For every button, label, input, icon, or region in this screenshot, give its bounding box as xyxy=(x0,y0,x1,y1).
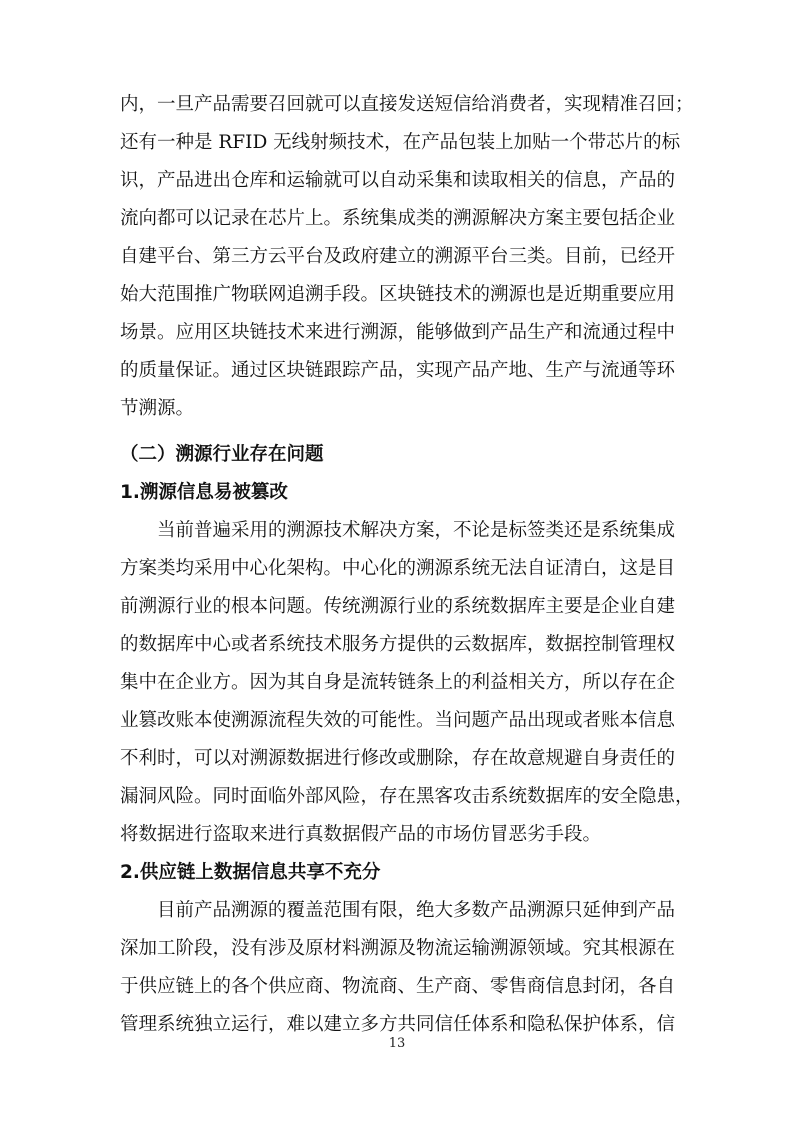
document-page xyxy=(120,86,694,1044)
text-line: 方案类均采用中心化架构。中心化的溯源系统无法自证清白，这是目 xyxy=(120,558,676,579)
text-line: 管理系统独立运行，难以建立多方共同信任体系和隐私保护体系，信 xyxy=(120,1014,676,1035)
text-line: 识，产品进出仓库和运输就可以自动采集和读取相关的信息，产品的 xyxy=(120,170,676,191)
text-line: 自建平台、第三方云平台及政府建立的溯源平台三类。目前，已经开 xyxy=(120,246,676,267)
text-line: 始大范围推广物联网追溯手段。区块链技术的溯源也是近期重要应用 xyxy=(120,284,676,305)
text-line: 将数据进行盗取来进行真数据假产品的市场仿冒恶劣手段。 xyxy=(120,824,602,845)
text-line: 还有一种是 RFID 无线射频技术，在产品包装上加贴一个带芯片的标 xyxy=(120,132,681,153)
text-line: 业篡改账本使溯源流程失效的可能性。当问题产品出现或者账本信息 xyxy=(120,710,676,731)
subsection-heading: 2.供应链上数据信息共享不充分 xyxy=(120,862,381,883)
text-line: 目前产品溯源的覆盖范围有限，绝大多数产品溯源只延伸到产品 xyxy=(157,900,676,921)
text-line: 于供应链上的各个供应商、物流商、生产商、零售商信息封闭，各自 xyxy=(120,976,676,997)
text-line: 节溯源。 xyxy=(120,398,195,419)
text-line: 场景。应用区块链技术来进行溯源，能够做到产品生产和流通过程中 xyxy=(120,322,676,343)
text-line: 当前普遍采用的溯源技术解决方案，不论是标签类还是系统集成 xyxy=(157,520,676,541)
text-line: 不利时，可以对溯源数据进行修改或删除，存在故意规避自身责任的 xyxy=(120,748,676,769)
text-line: 的数据库中心或者系统技术服务方提供的云数据库，数据控制管理权 xyxy=(120,634,676,655)
text-line: 集中在企业方。因为其自身是流转链条上的利益相关方，所以存在企 xyxy=(120,672,676,693)
text-line: 的质量保证。通过区块链跟踪产品，实现产品产地、生产与流通等环 xyxy=(120,360,676,381)
subsection-heading: 1.溯源信息易被篡改 xyxy=(120,482,288,503)
text-line: 深加工阶段，没有涉及原材料溯源及物流运输溯源领域。究其根源在 xyxy=(120,938,676,959)
subsection-1 xyxy=(120,474,694,854)
section-heading: （二）溯源行业存在问题 xyxy=(120,444,324,465)
text-line: 内，一旦产品需要召回就可以直接发送短信给消费者，实现精准召回； xyxy=(120,94,694,115)
text-line: 漏洞风险。同时面临外部风险，存在黑客攻击系统数据库的安全隐患， xyxy=(120,786,694,807)
subsection-2 xyxy=(120,854,674,1044)
paragraph-1 xyxy=(120,86,694,428)
page-number: 13 xyxy=(388,1036,406,1051)
text-line: 前溯源行业的根本问题。传统溯源行业的系统数据库主要是企业自建 xyxy=(120,596,676,617)
text-line: 流向都可以记录在芯片上。系统集成类的溯源解决方案主要包括企业 xyxy=(120,208,676,229)
